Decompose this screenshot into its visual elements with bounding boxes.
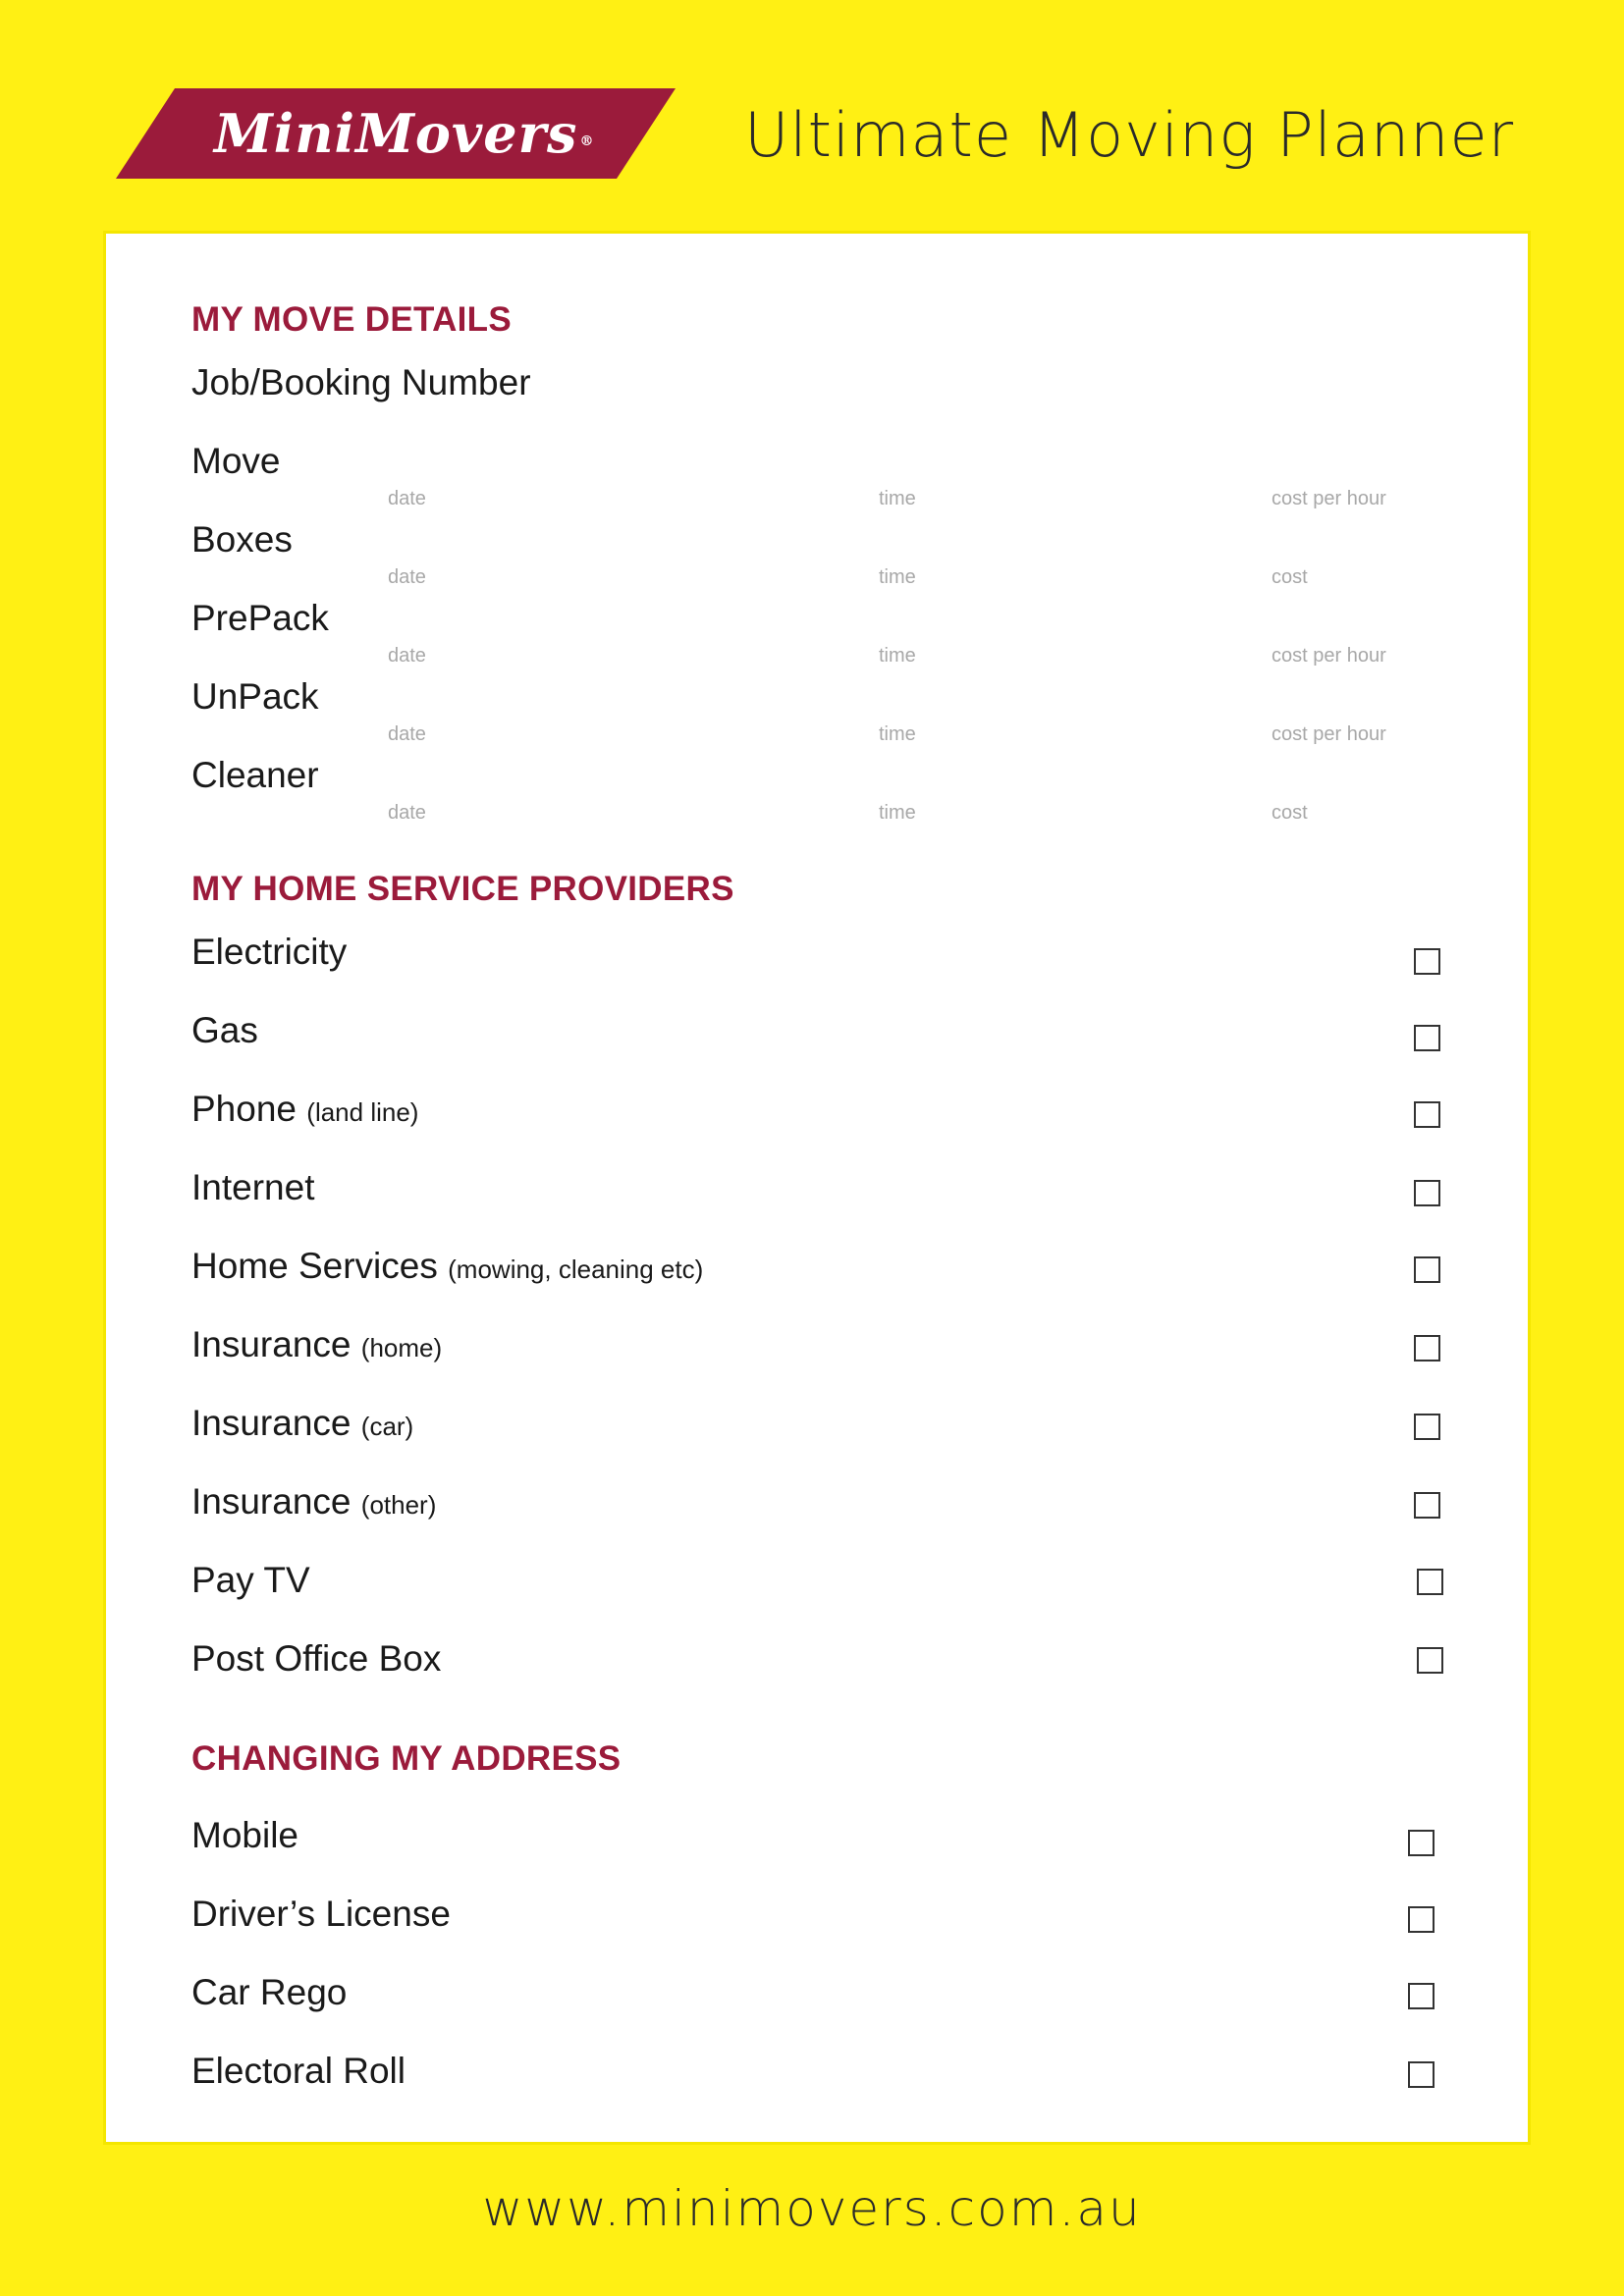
move-detail-prepack-label: PrePack bbox=[191, 598, 329, 638]
provider-home-services-label: Home Services (mowing, cleaning etc) bbox=[191, 1246, 704, 1286]
move-detail-unpack-label: UnPack bbox=[191, 676, 319, 717]
move-cost-hint[interactable]: cost per hour bbox=[1272, 488, 1386, 509]
move-detail-move-label: Move bbox=[191, 441, 281, 481]
logo-text: MiniMovers ® bbox=[214, 102, 595, 165]
provider-gas-label: Gas bbox=[191, 1010, 258, 1050]
provider-insurance-other-checkbox[interactable] bbox=[1414, 1492, 1440, 1519]
move-date-hint[interactable]: date bbox=[388, 488, 426, 509]
planner-sheet bbox=[106, 234, 1528, 2142]
provider-phone-note: (land line) bbox=[306, 1097, 419, 1127]
provider-insurance-car-label: Insurance (car) bbox=[191, 1403, 414, 1443]
move-detail-cleaner-label: Cleaner bbox=[191, 755, 319, 795]
provider-post-office-box-label: Post Office Box bbox=[191, 1638, 442, 1679]
provider-pay-tv-label: Pay TV bbox=[191, 1560, 310, 1600]
provider-insurance-home-checkbox[interactable] bbox=[1414, 1335, 1440, 1362]
provider-electricity-label: Electricity bbox=[191, 932, 348, 972]
provider-gas-checkbox[interactable] bbox=[1414, 1025, 1440, 1051]
address-drivers-license-label: Driver’s License bbox=[191, 1894, 451, 1934]
provider-insurance-other-label: Insurance (other) bbox=[191, 1481, 437, 1522]
move-detail-boxes-label: Boxes bbox=[191, 519, 293, 560]
section-heading-home-service-providers: MY HOME SERVICE PROVIDERS bbox=[191, 870, 734, 908]
registered-mark: ® bbox=[579, 133, 595, 149]
address-electoral-roll-checkbox[interactable] bbox=[1408, 2061, 1435, 2088]
unpack-cost-hint[interactable]: cost per hour bbox=[1272, 723, 1386, 745]
page-title: Ultimate Moving Planner bbox=[744, 99, 1515, 171]
address-drivers-license-checkbox[interactable] bbox=[1408, 1906, 1435, 1933]
provider-insurance-other-note: (other) bbox=[360, 1490, 437, 1520]
section-heading-changing-address: CHANGING MY ADDRESS bbox=[191, 1739, 622, 1778]
job-booking-number-label[interactable]: Job/Booking Number bbox=[191, 362, 531, 402]
provider-post-office-box-checkbox[interactable] bbox=[1417, 1647, 1443, 1674]
provider-insurance-car-note: (car) bbox=[360, 1412, 414, 1441]
address-car-rego-label: Car Rego bbox=[191, 1972, 348, 2012]
prepack-cost-hint[interactable]: cost per hour bbox=[1272, 645, 1386, 667]
provider-phone-checkbox[interactable] bbox=[1414, 1101, 1440, 1128]
section-heading-move-details: MY MOVE DETAILS bbox=[191, 300, 513, 339]
cleaner-time-hint[interactable]: time bbox=[879, 802, 916, 824]
provider-internet-label: Internet bbox=[191, 1167, 315, 1207]
cleaner-cost-hint[interactable]: cost bbox=[1272, 802, 1308, 824]
unpack-date-hint[interactable]: date bbox=[388, 723, 426, 745]
website-url[interactable]: www.minimovers.com.au bbox=[482, 2180, 1142, 2237]
provider-insurance-home-note: (home) bbox=[360, 1333, 443, 1362]
provider-electricity-checkbox[interactable] bbox=[1414, 948, 1440, 975]
provider-home-services-note: (mowing, cleaning etc) bbox=[448, 1255, 704, 1284]
boxes-time-hint[interactable]: time bbox=[879, 566, 916, 588]
cleaner-date-hint[interactable]: date bbox=[388, 802, 426, 824]
provider-insurance-car-checkbox[interactable] bbox=[1414, 1414, 1440, 1440]
address-mobile-checkbox[interactable] bbox=[1408, 1830, 1435, 1856]
address-car-rego-checkbox[interactable] bbox=[1408, 1983, 1435, 2009]
provider-internet-checkbox[interactable] bbox=[1414, 1180, 1440, 1206]
address-electoral-roll-label: Electoral Roll bbox=[191, 2051, 406, 2091]
prepack-date-hint[interactable]: date bbox=[388, 645, 426, 667]
boxes-cost-hint[interactable]: cost bbox=[1272, 566, 1308, 588]
boxes-date-hint[interactable]: date bbox=[388, 566, 426, 588]
provider-phone-label: Phone (land line) bbox=[191, 1089, 419, 1129]
prepack-time-hint[interactable]: time bbox=[879, 645, 916, 667]
provider-home-services-checkbox[interactable] bbox=[1414, 1256, 1440, 1283]
minimovers-logo bbox=[116, 88, 676, 179]
move-time-hint[interactable]: time bbox=[879, 488, 916, 509]
address-mobile-label: Mobile bbox=[191, 1815, 298, 1855]
provider-insurance-home-label: Insurance (home) bbox=[191, 1324, 443, 1364]
unpack-time-hint[interactable]: time bbox=[879, 723, 916, 745]
provider-pay-tv-checkbox[interactable] bbox=[1417, 1569, 1443, 1595]
